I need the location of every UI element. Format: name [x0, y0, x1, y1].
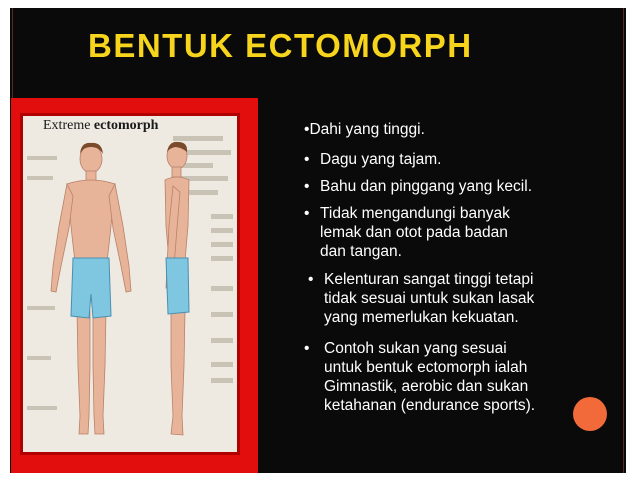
ectomorph-side-view [23, 116, 237, 452]
bullet-item [304, 120, 425, 139]
bullet-marker: • [304, 151, 310, 168]
bullet-item [304, 204, 510, 261]
bullet-text: Dagu yang tajam. [320, 151, 442, 168]
panel-edge-line-right [623, 8, 624, 473]
bullet-marker: • [304, 205, 310, 222]
bullet-item [308, 270, 534, 327]
bullet-text: Kelenturan sangat tinggi tetapi tidak sesuai untuk sukan lasak yang memerlukan kekuatan. [324, 271, 535, 326]
figure-caption: Extreme ectomorph [43, 118, 159, 133]
bullet-marker: • [304, 121, 310, 138]
bullet-marker: • [304, 340, 310, 357]
slide-title: BENTUK ECTOMORPH [88, 27, 473, 64]
ectomorph-figure [20, 113, 240, 455]
bullet-text: Contoh sukan yang sesuai untuk bentuk ectomorph ialah Gimnastik, aerobic dan sukan ketahanan (endurance sports). [324, 340, 536, 414]
bullet-text: Bahu dan pinggang yang kecil. [320, 178, 532, 195]
bullet-text: Dahi yang tinggi. [309, 121, 425, 138]
bullet-item [304, 339, 535, 415]
bullet-text: Tidak mengandungi banyak lemak dan otot pada badan dan tangan. [320, 205, 510, 260]
bullet-marker: • [304, 178, 310, 195]
bullet-item [304, 177, 532, 196]
bullet-marker: • [308, 271, 314, 288]
bullet-item [304, 150, 442, 169]
decorative-circle [573, 397, 607, 431]
